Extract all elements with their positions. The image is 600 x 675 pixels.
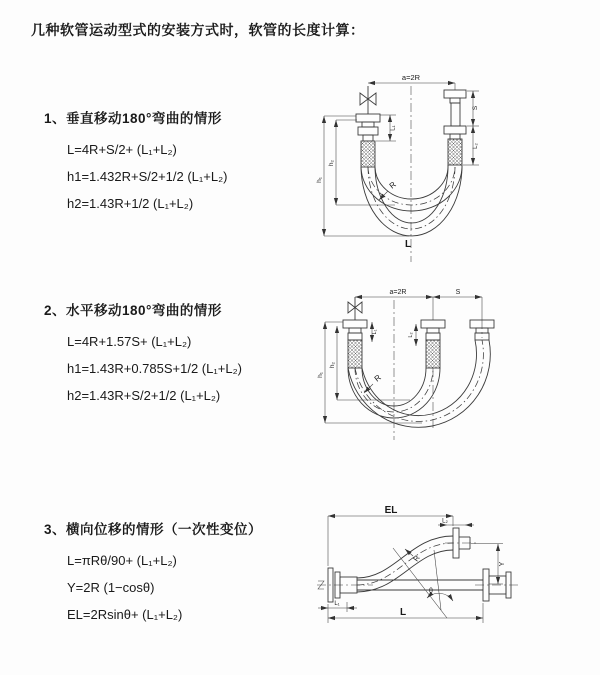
braid-section <box>426 340 440 368</box>
dim-label-l2: L₂ <box>442 518 448 525</box>
dim-label-l2: L₂ <box>473 143 479 149</box>
left-pipe-fitting <box>343 320 367 368</box>
hose-curves <box>348 340 490 427</box>
dim-label-el: EL <box>384 505 398 516</box>
dim-label-a2r: a=2R <box>389 289 407 296</box>
dim-label-y: Y <box>499 561 506 567</box>
dim-label-h2: h₂ <box>328 159 335 167</box>
section-1 <box>44 107 228 217</box>
dimensions <box>318 505 506 623</box>
section-2-heading: 2、水平移动180°弯曲的情形 <box>44 303 222 318</box>
formula-line: L=4R+1.57S+ (L₁+L₂) <box>67 334 192 349</box>
dim-label-l: L <box>404 239 412 250</box>
formula-line: Y=2R (1−cosθ) <box>67 580 155 595</box>
dim-label-l2: L₂ <box>408 332 414 338</box>
diagram-lateral-displacement <box>295 500 595 645</box>
dim-label-theta: θ <box>429 588 433 595</box>
formula-line: L=4R+S/2+ (L₁+L₂) <box>67 142 177 157</box>
valve-icon <box>360 86 376 114</box>
dim-label-a2r: a=2R <box>401 73 421 82</box>
section-1-heading: 1、垂直移动180°弯曲的情形 <box>44 111 222 126</box>
dim-label-l1: L₁ <box>334 601 340 607</box>
formula-line: EL=2Rsinθ+ (L₁+L₂) <box>67 607 183 622</box>
diagram-horizontal-180-bend <box>310 280 600 465</box>
section-2 <box>44 299 242 409</box>
left-pipe-fitting <box>356 114 380 167</box>
section-3-heading: 3、横向位移的情形（一次性变位） <box>44 522 263 537</box>
right-pipe-fitting <box>444 90 466 165</box>
formula-line: h2=1.43R+1/2 (L₁+L₂) <box>67 196 194 211</box>
dim-label-l1: L₁ <box>390 125 397 131</box>
dim-label-l1: L₁ <box>372 329 378 335</box>
dim-label-h2: h₂ <box>329 361 336 369</box>
braid-section <box>448 139 462 165</box>
dim-label-l: L <box>399 607 407 618</box>
valve-icon <box>348 297 362 320</box>
dim-label-s: S <box>455 289 461 296</box>
dim-label-r: R <box>411 553 422 564</box>
section-3 <box>44 518 262 628</box>
hose-curves <box>361 165 462 236</box>
dim-label-s: S <box>472 105 479 111</box>
diagram-vertical-180-bend <box>310 70 555 265</box>
middle-pipe-fitting <box>421 320 445 368</box>
braid-section <box>361 141 375 167</box>
formula-line: L=πRθ/90+ (L₁+L₂) <box>67 553 177 568</box>
formula-line: h1=1.432R+S/2+1/2 (L₁+L₂) <box>67 169 228 184</box>
dim-label-h1: h₁ <box>317 372 324 378</box>
formula-line: h1=1.43R+0.785S+1/2 (L₁+L₂) <box>67 361 242 376</box>
dim-label-r: R <box>387 179 398 191</box>
dim-label-r: R <box>372 372 383 384</box>
dim-label-h1: h₁ <box>316 177 323 183</box>
braid-section <box>348 340 362 368</box>
formula-line: h2=1.43R+S/2+1/2 (L₁+L₂) <box>67 388 221 403</box>
page-title: 几种软管运动型式的安装方式时，软管的长度计算： <box>31 22 365 38</box>
dimensions <box>317 289 482 423</box>
